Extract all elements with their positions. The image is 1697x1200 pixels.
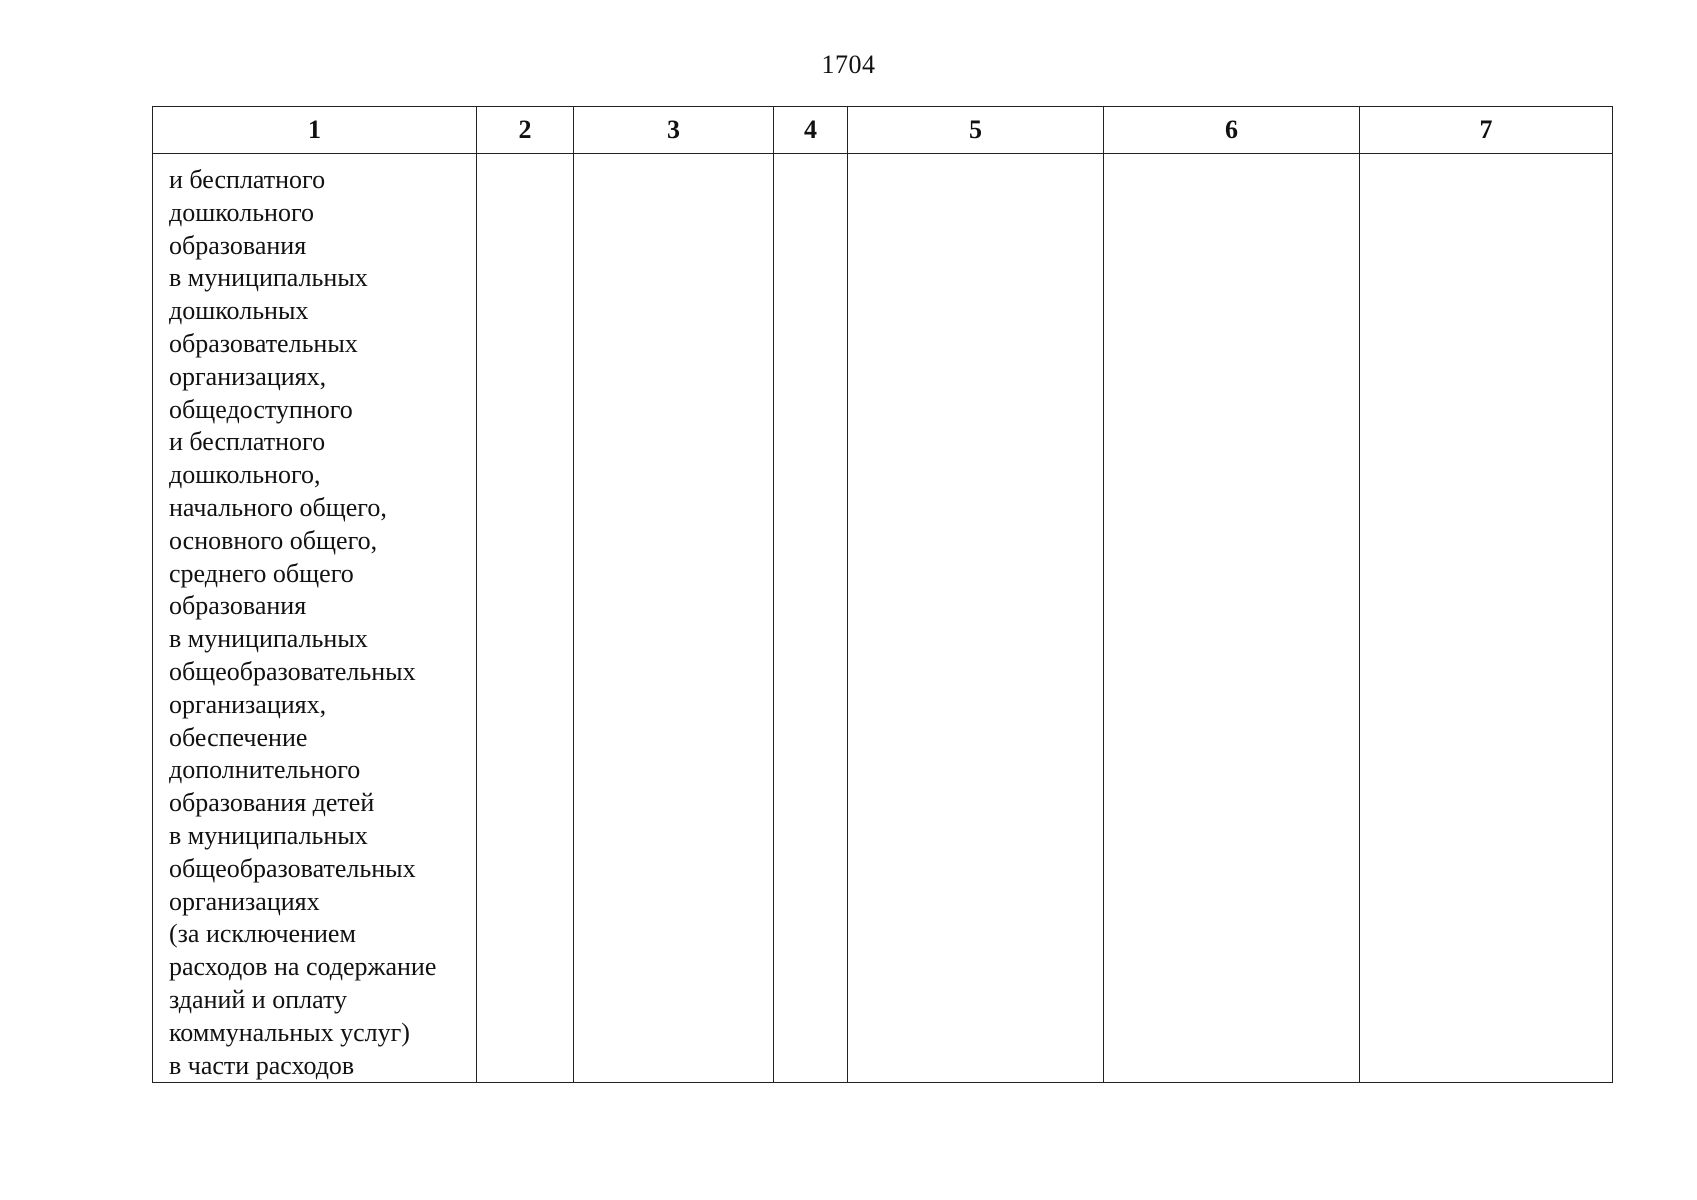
column-header-5: 5 [848,107,1104,154]
page-number: 1704 [821,50,876,79]
table-cell-col-3 [574,154,774,1083]
column-header-4: 4 [774,107,848,154]
table-header-row [153,107,1613,154]
table-cell-col-4 [774,154,848,1083]
table-row [153,154,1613,1083]
column-header-7: 7 [1360,107,1613,154]
column-header-1: 1 [153,107,477,154]
table-cell-col-2 [477,154,574,1083]
table-cell-description: и бесплатного дошкольного образования в муниципальных дошкольных образовательных организациях, общедоступного и бесплатного дошкольного, начального общего, основного общего, среднего общего образования в муниципальных общеобразовательных организациях, обеспечение дополнительного образования детей в муниципальных общеобразовательных организациях (за исключением расходов на содержание зданий и оплату коммунальных услуг) в части расходов [153,154,477,1083]
table-cell-col-5 [848,154,1104,1083]
document-table [152,106,1613,1083]
column-header-6: 6 [1104,107,1360,154]
column-header-2: 2 [477,107,574,154]
column-header-3: 3 [574,107,774,154]
table-cell-col-6 [1104,154,1360,1083]
table-cell-col-7 [1360,154,1613,1083]
